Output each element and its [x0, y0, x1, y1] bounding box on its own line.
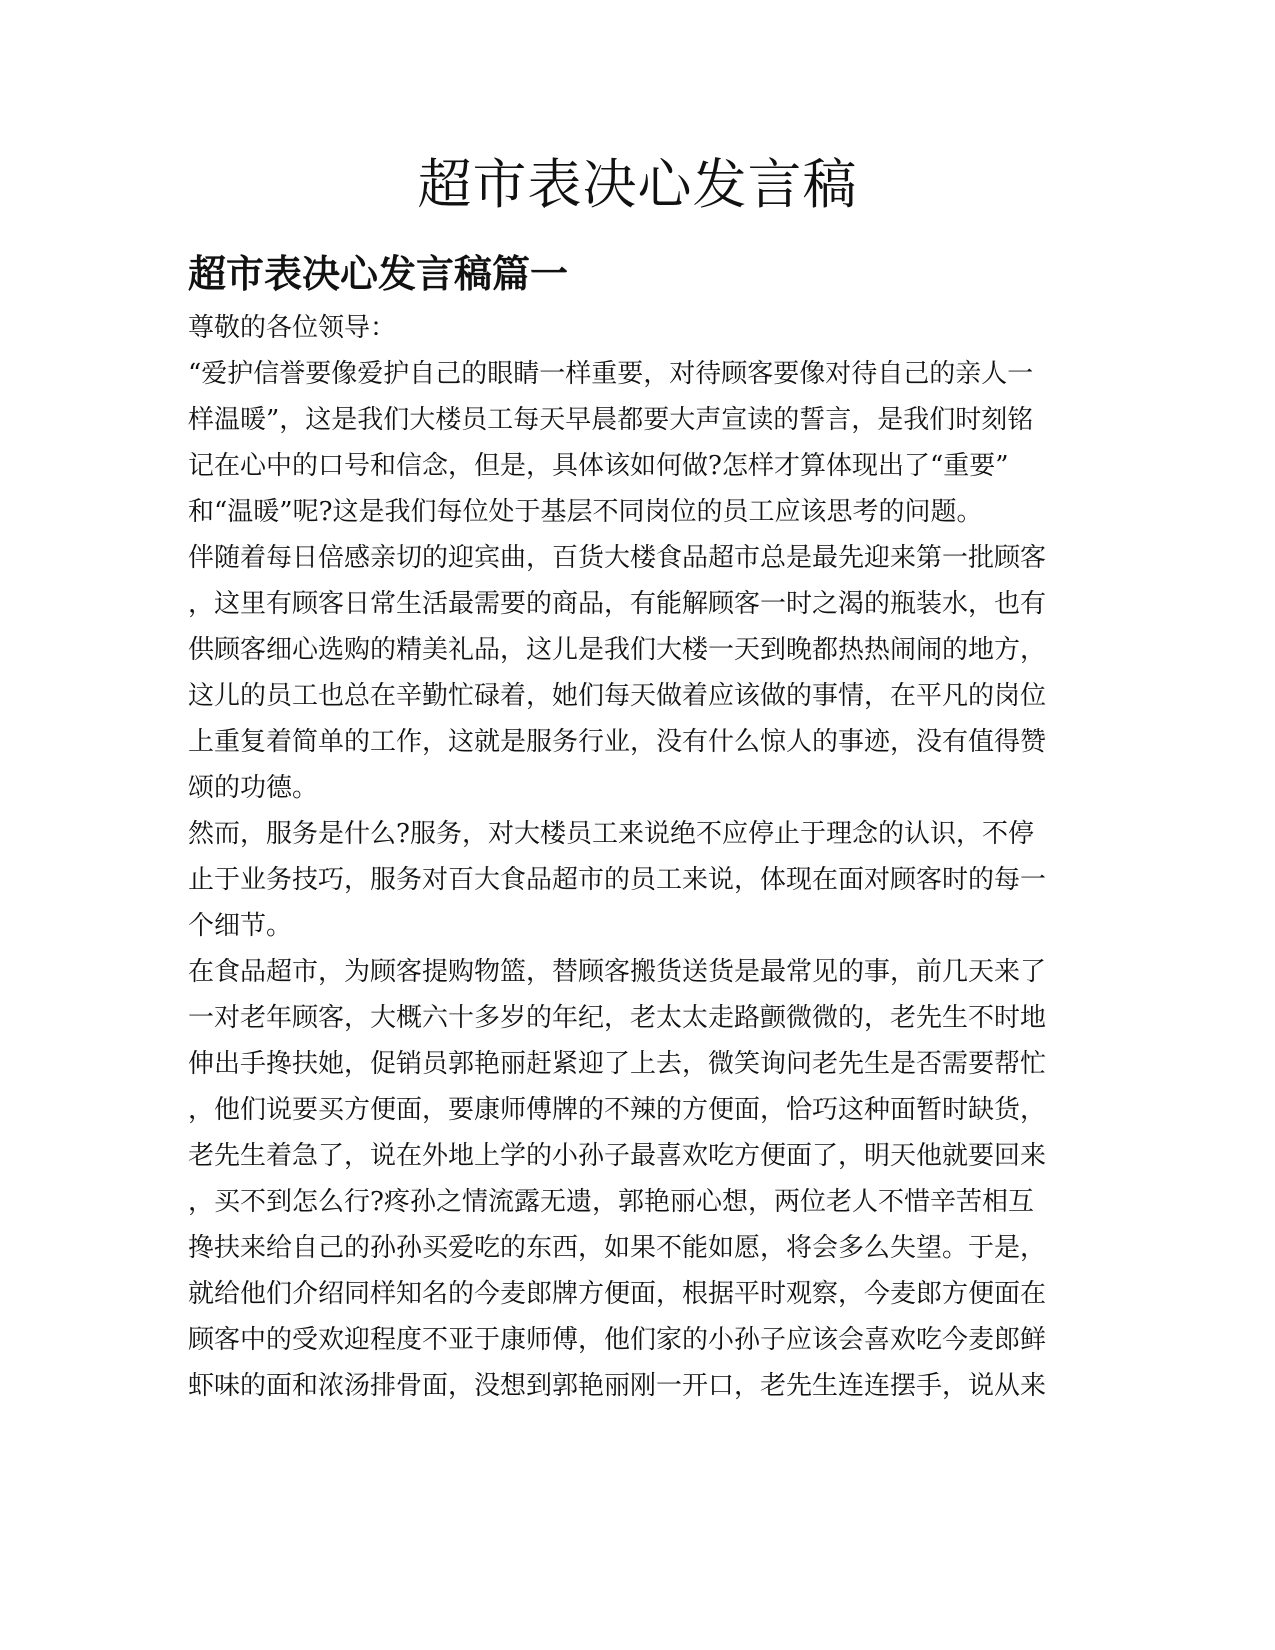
body-line: 就给他们介绍同样知名的今麦郎牌方便面，根据平时观察，今麦郎方便面在	[188, 1279, 1047, 1309]
body-line: 止于业务技巧，服务对百大食品超市的员工来说，体现在面对顾客时的每一	[188, 865, 1047, 895]
body-line: 然而，服务是什么?服务，对大楼员工来说绝不应停止于理念的认识，不停	[188, 819, 1034, 849]
body-line: 上重复着简单的工作，这就是服务行业，没有什么惊人的事迹，没有值得赞	[188, 727, 1047, 757]
body-line: 伸出手搀扶她，促销员郭艳丽赶紧迎了上去，微笑询问老先生是否需要帮忙	[188, 1049, 1047, 1079]
body-line: 尊敬的各位领导：	[188, 313, 397, 343]
body-line: 虾味的面和浓汤排骨面，没想到郭艳丽刚一开口，老先生连连摆手，说从来	[188, 1371, 1047, 1401]
body-line: 和“温暖”呢?这是我们每位处于基层不同岗位的员工应该思考的问题。	[188, 497, 983, 527]
body-line: 一对老年顾客，大概六十多岁的年纪，老太太走路颤微微的，老先生不时地	[188, 1003, 1047, 1033]
body-line: 顾客中的受欢迎程度不亚于康师傅，他们家的小孙子应该会喜欢吃今麦郎鲜	[188, 1325, 1047, 1355]
body-line: 颂的功德。	[188, 773, 319, 803]
body-line: ，买不到怎么行?疼孙之情流露无遗，郭艳丽心想，两位老人不惜辛苦相互	[188, 1187, 1034, 1217]
body-line: 老先生着急了，说在外地上学的小孙子最喜欢吃方便面了，明天他就要回来	[188, 1141, 1047, 1171]
body-line: 搀扶来给自己的孙孙买爱吃的东西，如果不能如愿，将会多么失望。于是，	[188, 1233, 1047, 1263]
body-line: 伴随着每日倍感亲切的迎宾曲，百货大楼食品超市总是最先迎来第一批顾客	[188, 543, 1047, 573]
document-title: 超市表决心发言稿	[417, 153, 858, 216]
body-line: “爱护信誉要像爱护自己的眼睛一样重要，对待顾客要像对待自己的亲人一	[188, 359, 1034, 389]
body-line: 个细节。	[188, 911, 293, 941]
body-line: ，他们说要买方便面，要康师傅牌的不辣的方便面，恰巧这种面暂时缺货，	[188, 1095, 1047, 1125]
body-line: 记在心中的口号和信念，但是，具体该如何做?怎样才算体现出了“重要”	[188, 451, 1009, 481]
body-line: 这儿的员工也总在辛勤忙碌着，她们每天做着应该做的事情，在平凡的岗位	[188, 681, 1047, 711]
section-heading: 超市表决心发言稿篇一	[188, 252, 569, 296]
body-line: 供顾客细心选购的精美礼品，这儿是我们大楼一天到晚都热热闹闹的地方，	[188, 635, 1047, 665]
body-line: ，这里有顾客日常生活最需要的商品，有能解顾客一时之渴的瓶装水，也有	[188, 589, 1047, 619]
body-line: 样温暖”，这是我们大楼员工每天早晨都要大声宣读的誓言，是我们时刻铭	[188, 405, 1034, 435]
body-line: 在食品超市，为顾客提购物篮，替顾客搬货送货是最常见的事，前几天来了	[188, 957, 1047, 987]
